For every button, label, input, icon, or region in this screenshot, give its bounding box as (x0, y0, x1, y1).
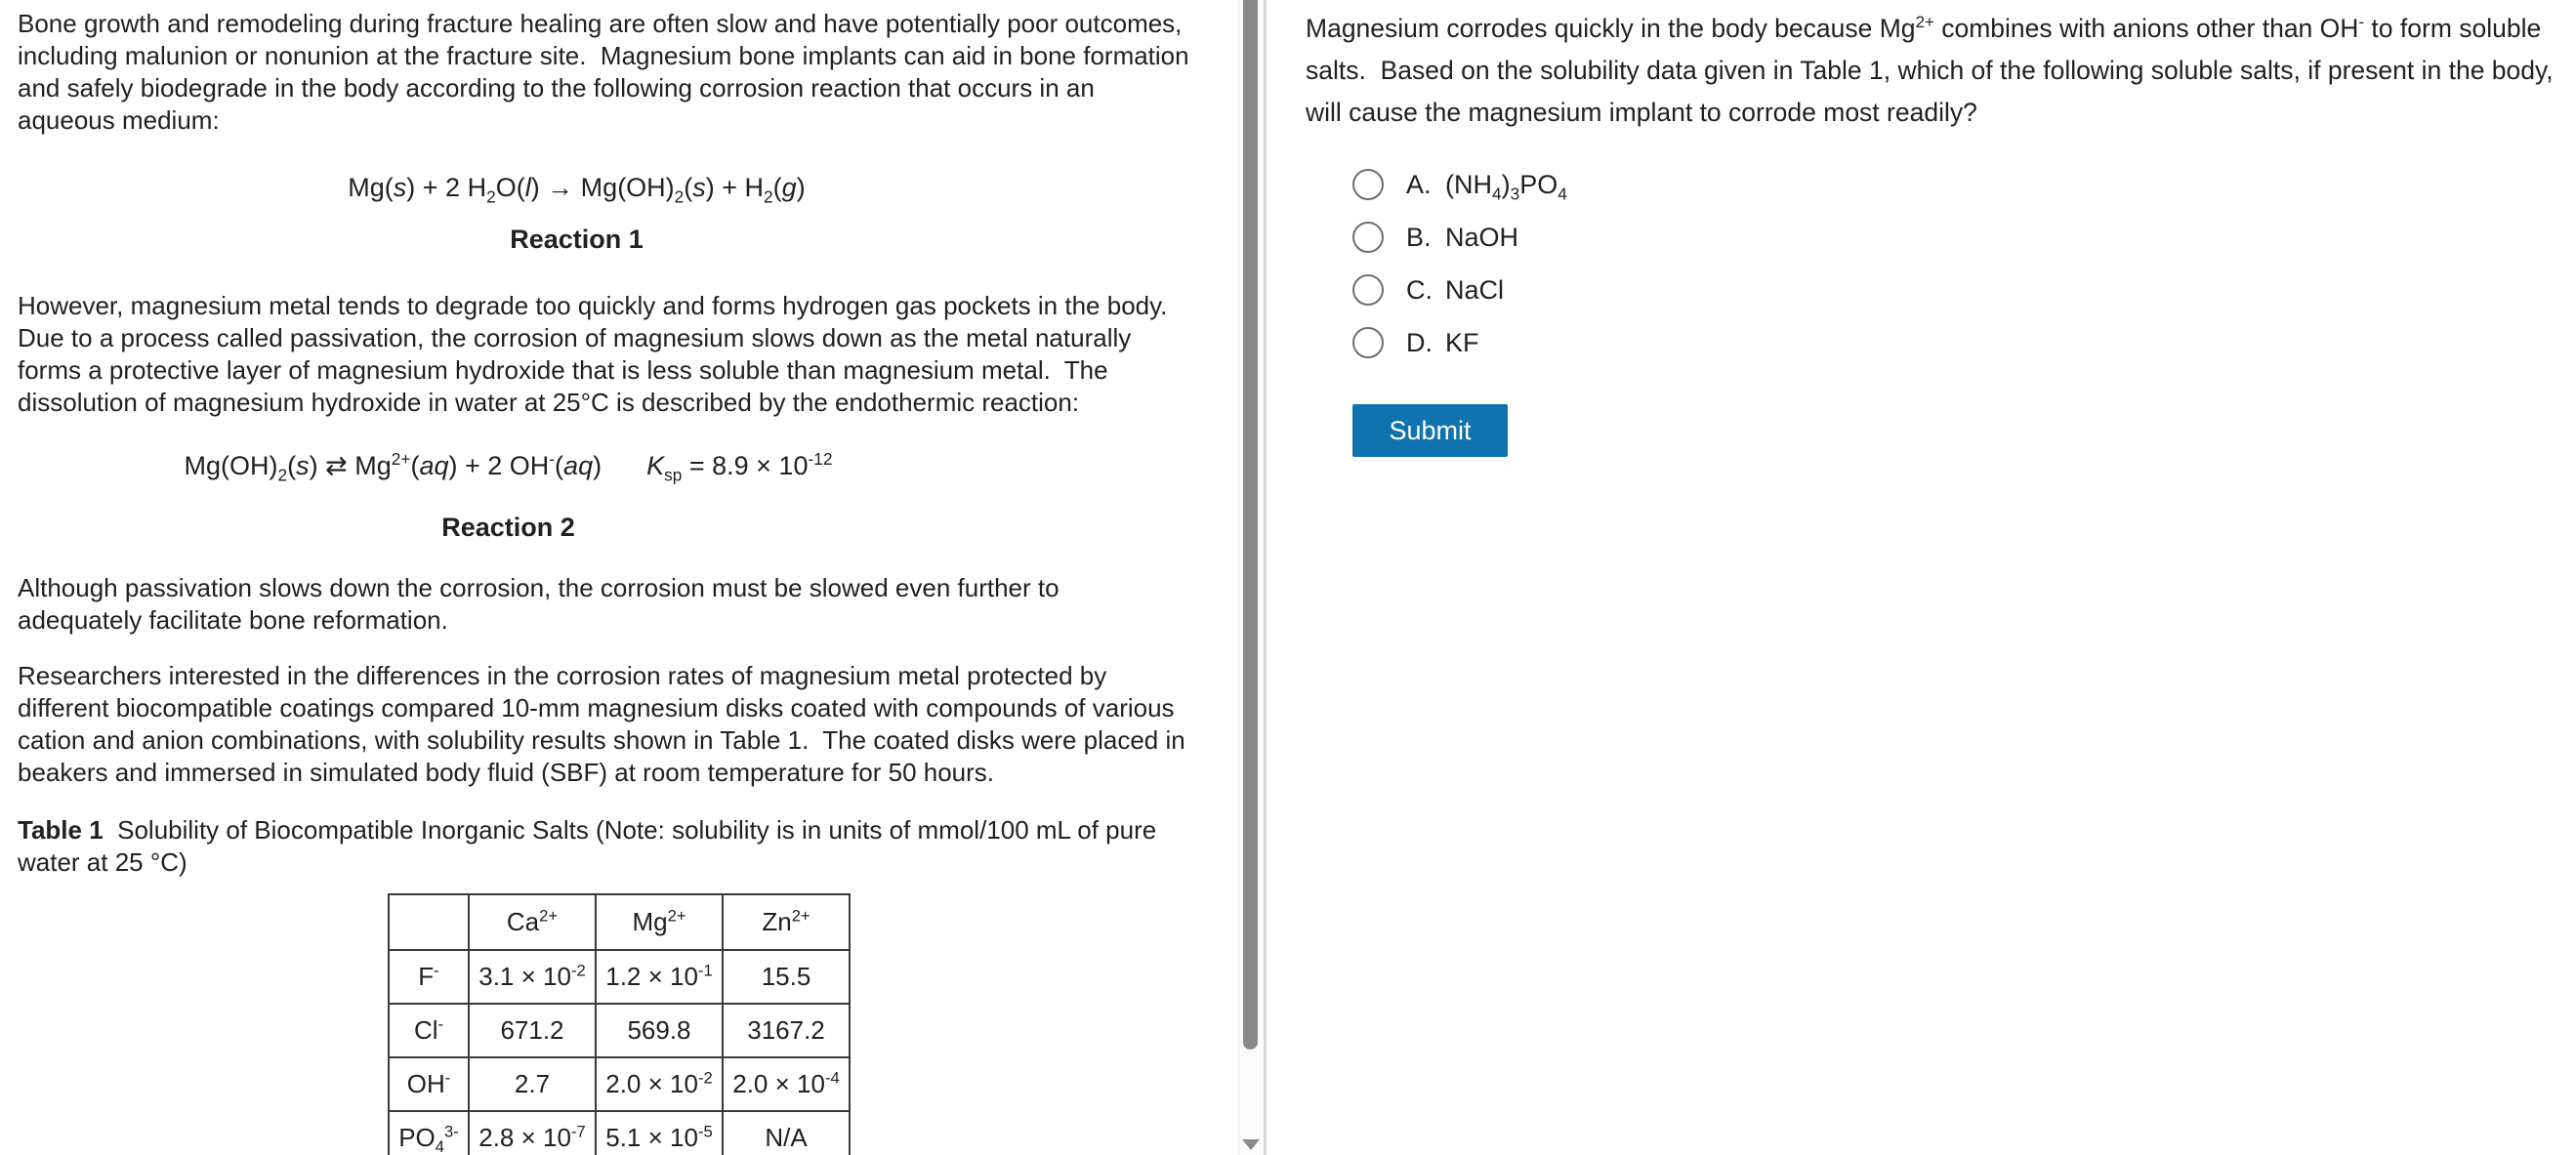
passage-paragraph-3: Although passivation slows down the corrosion, the corrosion must be slowed even further to adequately facilitate bone reformation. (18, 573, 1066, 635)
passage-pane (0, 0, 1238, 1155)
table-caption-label: Table 1 (18, 815, 104, 845)
reaction-1-block (18, 172, 1189, 255)
table-cell: $5.1 \times 10^{-5}$ (596, 1111, 723, 1155)
reaction-2-equation (18, 449, 999, 485)
table-cell: 3167.2 (723, 1004, 850, 1057)
table-cell: 15.5 (723, 950, 850, 1004)
row-label-fluoride: F- (389, 950, 469, 1004)
table-header-row (389, 894, 850, 950)
answer-options (1306, 158, 2570, 369)
table-row (389, 1057, 850, 1111)
reaction-2-formula: $Mg(OH)_2(s)$ ⇄ $Mg^{2+}(aq) + 2$ OH-(aq) (184, 449, 602, 485)
passage-paragraph-4: Researchers interested in the differences in the corrosion rates of magnesium metal protected by different biocompatible coatings compared 10-mm magnesium disks coated with compounds of various cation and anion combinations, with solubility results shown in Table 1. The coated disks were placed in beakers and immersed in simulated body fluid (SBF) at room temperature for 50 hours. (18, 661, 1192, 787)
table-header-ca: $Ca^{2+}$ (469, 894, 596, 950)
answer-option-a[interactable] (1306, 158, 2570, 211)
answer-option-d[interactable] (1306, 316, 2570, 369)
table-cell: $1.2 \times 10^{-1}$ (596, 950, 723, 1004)
option-letter-b: B. (1406, 222, 1432, 252)
reaction-1-equation: Mg(s) + 2 $H_2O(l) \to Mg(OH)_2(s) + H_2(g)$ (348, 173, 806, 207)
table-caption (18, 814, 1189, 879)
option-letter-a: A. (1406, 169, 1432, 199)
table-cell: $2.0 \times 10^{-4}$ (723, 1057, 850, 1111)
radio-button-c[interactable] (1352, 274, 1384, 306)
option-formula-d: KF (1445, 327, 1479, 357)
table-row (389, 950, 850, 1004)
reaction-2-caption: Reaction 2 (441, 513, 575, 542)
row-label-hydroxide: OH- (389, 1057, 469, 1111)
table-cell: 2.7 (469, 1057, 596, 1111)
option-letter-c: C. (1406, 274, 1433, 305)
scroll-down-arrow-icon[interactable] (1242, 1139, 1260, 1150)
reaction-1-caption: Reaction 1 (510, 225, 644, 254)
solubility-table (388, 893, 851, 1155)
table-row (389, 1111, 850, 1155)
table-cell: $3.1 \times 10^{-2}$ (469, 950, 596, 1004)
table-header-zn: $Zn^{2+}$ (723, 894, 850, 950)
question-text: Magnesium corrodes quickly in the body because $Mg^{2+}$ combines with anions other than OH- to form soluble salts. Based on the solubility data given in Table 1, which of the following soluble salts, if present in the body, will cause the magnesium implant to corrode most readily? (1306, 13, 2561, 127)
radio-button-b[interactable] (1352, 222, 1384, 253)
answer-option-c[interactable] (1306, 264, 2570, 316)
table-cell: 671.2 (469, 1004, 596, 1057)
option-formula-b: NaOH (1445, 222, 1519, 252)
table-cell: 569.8 (596, 1004, 723, 1057)
ksp-value: $K_{sp} = 8.9 \times 10^{-12}$ (646, 449, 833, 485)
passage-paragraph-2: However, magnesium metal tends to degrade too quickly and forms hydrogen gas pockets in the body. Due to a process called passivation, the corrosion of magnesium slows down as the metal naturally forms a protective layer of magnesium hydroxide that is less soluble than magnesium metal. The dissolution of magnesium hydroxide in water at 25°C is described by the endothermic reaction: (18, 291, 1182, 417)
submit-button[interactable]: Submit (1352, 404, 1508, 457)
table-cell: N/A (723, 1111, 850, 1155)
option-formula-c: NaCl (1445, 274, 1505, 305)
table-row (389, 1004, 850, 1057)
radio-button-a[interactable] (1352, 169, 1384, 200)
vertical-scrollbar[interactable] (1238, 0, 1265, 1155)
table-header-mg: $Mg^{2+}$ (596, 894, 723, 950)
option-letter-d: D. (1406, 327, 1433, 357)
radio-button-d[interactable] (1352, 327, 1384, 358)
table-corner-cell (389, 894, 469, 950)
table-cell: $2.0 \times 10^{-2}$ (596, 1057, 723, 1111)
passage-paragraph-1: Bone growth and remodeling during fracture healing are often slow and have potentially poor outcomes, including malunion or nonunion at the fracture site. Magnesium bone implants can aid in bone formation and safely biodegrade in the body according to the following corrosion reaction that occurs in an aqueous medium: (18, 9, 1196, 135)
reaction-2-block (18, 450, 1189, 543)
row-label-phosphate: $PO_4^{3-}$ (389, 1111, 469, 1155)
table-cell: $2.8 \times 10^{-7}$ (469, 1111, 596, 1155)
scrollbar-thumb[interactable] (1243, 0, 1258, 1050)
option-formula-a: $(NH_4)_3PO_4$ (1445, 169, 1567, 203)
question-pane (1267, 0, 2576, 1155)
row-label-chloride: Cl- (389, 1004, 469, 1057)
table-caption-text: Solubility of Biocompatible Inorganic Salts (Note: solubility is in units of mmol/100 mL of pure water at 25 °C) (18, 815, 1164, 877)
answer-option-b[interactable] (1306, 211, 2570, 264)
